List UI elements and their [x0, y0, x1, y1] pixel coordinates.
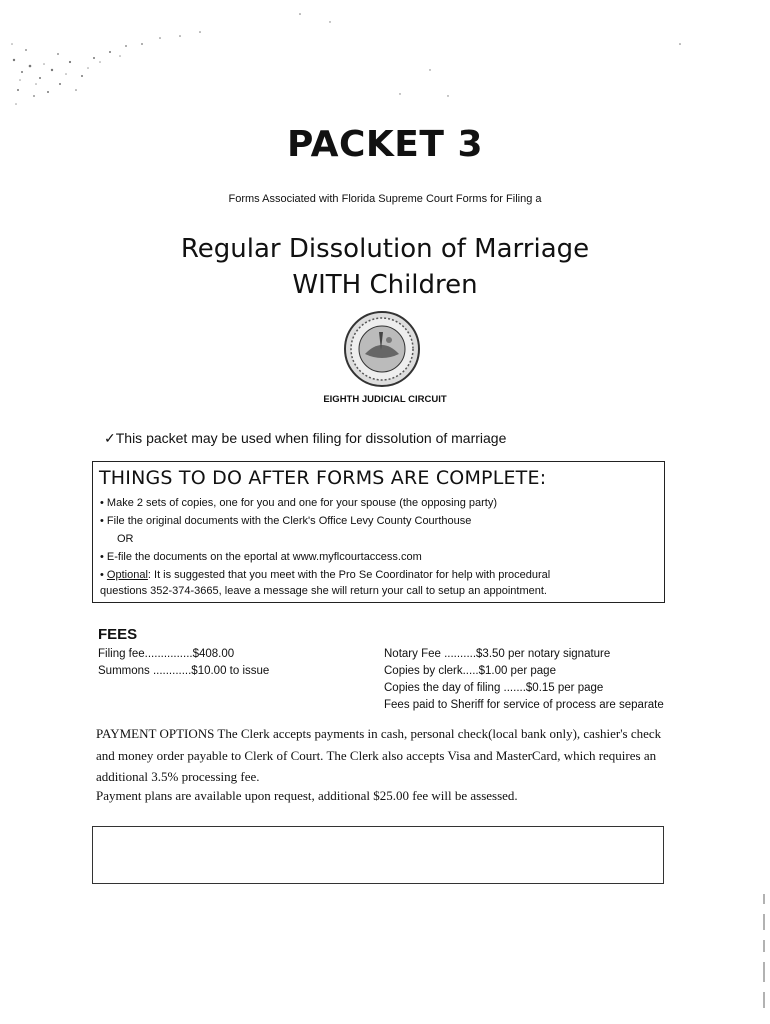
filing-fee: Filing fee...............$408.00 [98, 648, 235, 660]
main-title-line1: Regular Dissolution of Marriage [180, 234, 590, 264]
todo-item-optional [100, 569, 550, 581]
main-title-line2: WITH Children [292, 270, 478, 300]
todo-or: OR [117, 533, 134, 545]
todo-box [92, 461, 665, 603]
payment-line2: and money order payable to Clerk of Court. The Clerk also accepts Visa and MasterCard, which requires an [96, 748, 657, 763]
payment-line4: Payment plans are available upon request, additional $25.00 fee will be assessed. [96, 788, 518, 803]
payment-line3: additional 3.5% processing fee. [96, 769, 260, 784]
sheriff-fee: Fees paid to Sheriff for service of process are separate [384, 699, 664, 711]
fees-heading: FEES [98, 626, 138, 643]
packet-subtitle: Forms Associated with Florida Supreme Court Forms for Filing a [228, 193, 542, 205]
summons-fee: Summons ............$10.00 to issue [98, 665, 270, 677]
scan-edge-marks [760, 890, 768, 1020]
court-seal-icon [343, 310, 421, 388]
todo-item-copies: • Make 2 sets of copies, one for you and one for your spouse (the opposing party) [100, 497, 498, 509]
empty-box [92, 826, 664, 884]
todo-item-optional-line2: questions 352-374-3665, leave a message she will return your call to setup an appointment. [100, 585, 547, 597]
optional-label: Optional [106, 569, 148, 581]
bullet: • [100, 569, 107, 581]
copies-day-fee: Copies the day of filing .......$0.15 per page [384, 682, 604, 694]
notary-fee: Notary Fee ..........$3.50 per notary signature [384, 648, 611, 660]
optional-text: : It is suggested that you meet with the Pro Se Coordinator for help with procedural [147, 569, 551, 581]
payment-line1: PAYMENT OPTIONS The Clerk accepts payments in cash, personal check(local bank only), cashier's check [96, 726, 662, 741]
todo-item-efile: • E-file the documents on the eportal at www.myflcourtaccess.com [100, 551, 422, 563]
scan-noise [0, 0, 770, 130]
todo-heading: THINGS TO DO AFTER FORMS ARE COMPLETE: [99, 467, 547, 489]
packet-note: ✓This packet may be used when filing for dissolution of marriage [104, 430, 507, 446]
todo-item-file: • File the original documents with the Clerk's Office Levy County Courthouse [100, 515, 472, 527]
circuit-label: EIGHTH JUDICIAL CIRCUIT [323, 394, 447, 405]
copies-clerk-fee: Copies by clerk.....$1.00 per page [384, 665, 556, 677]
packet-title: PACKET 3 [287, 124, 483, 165]
